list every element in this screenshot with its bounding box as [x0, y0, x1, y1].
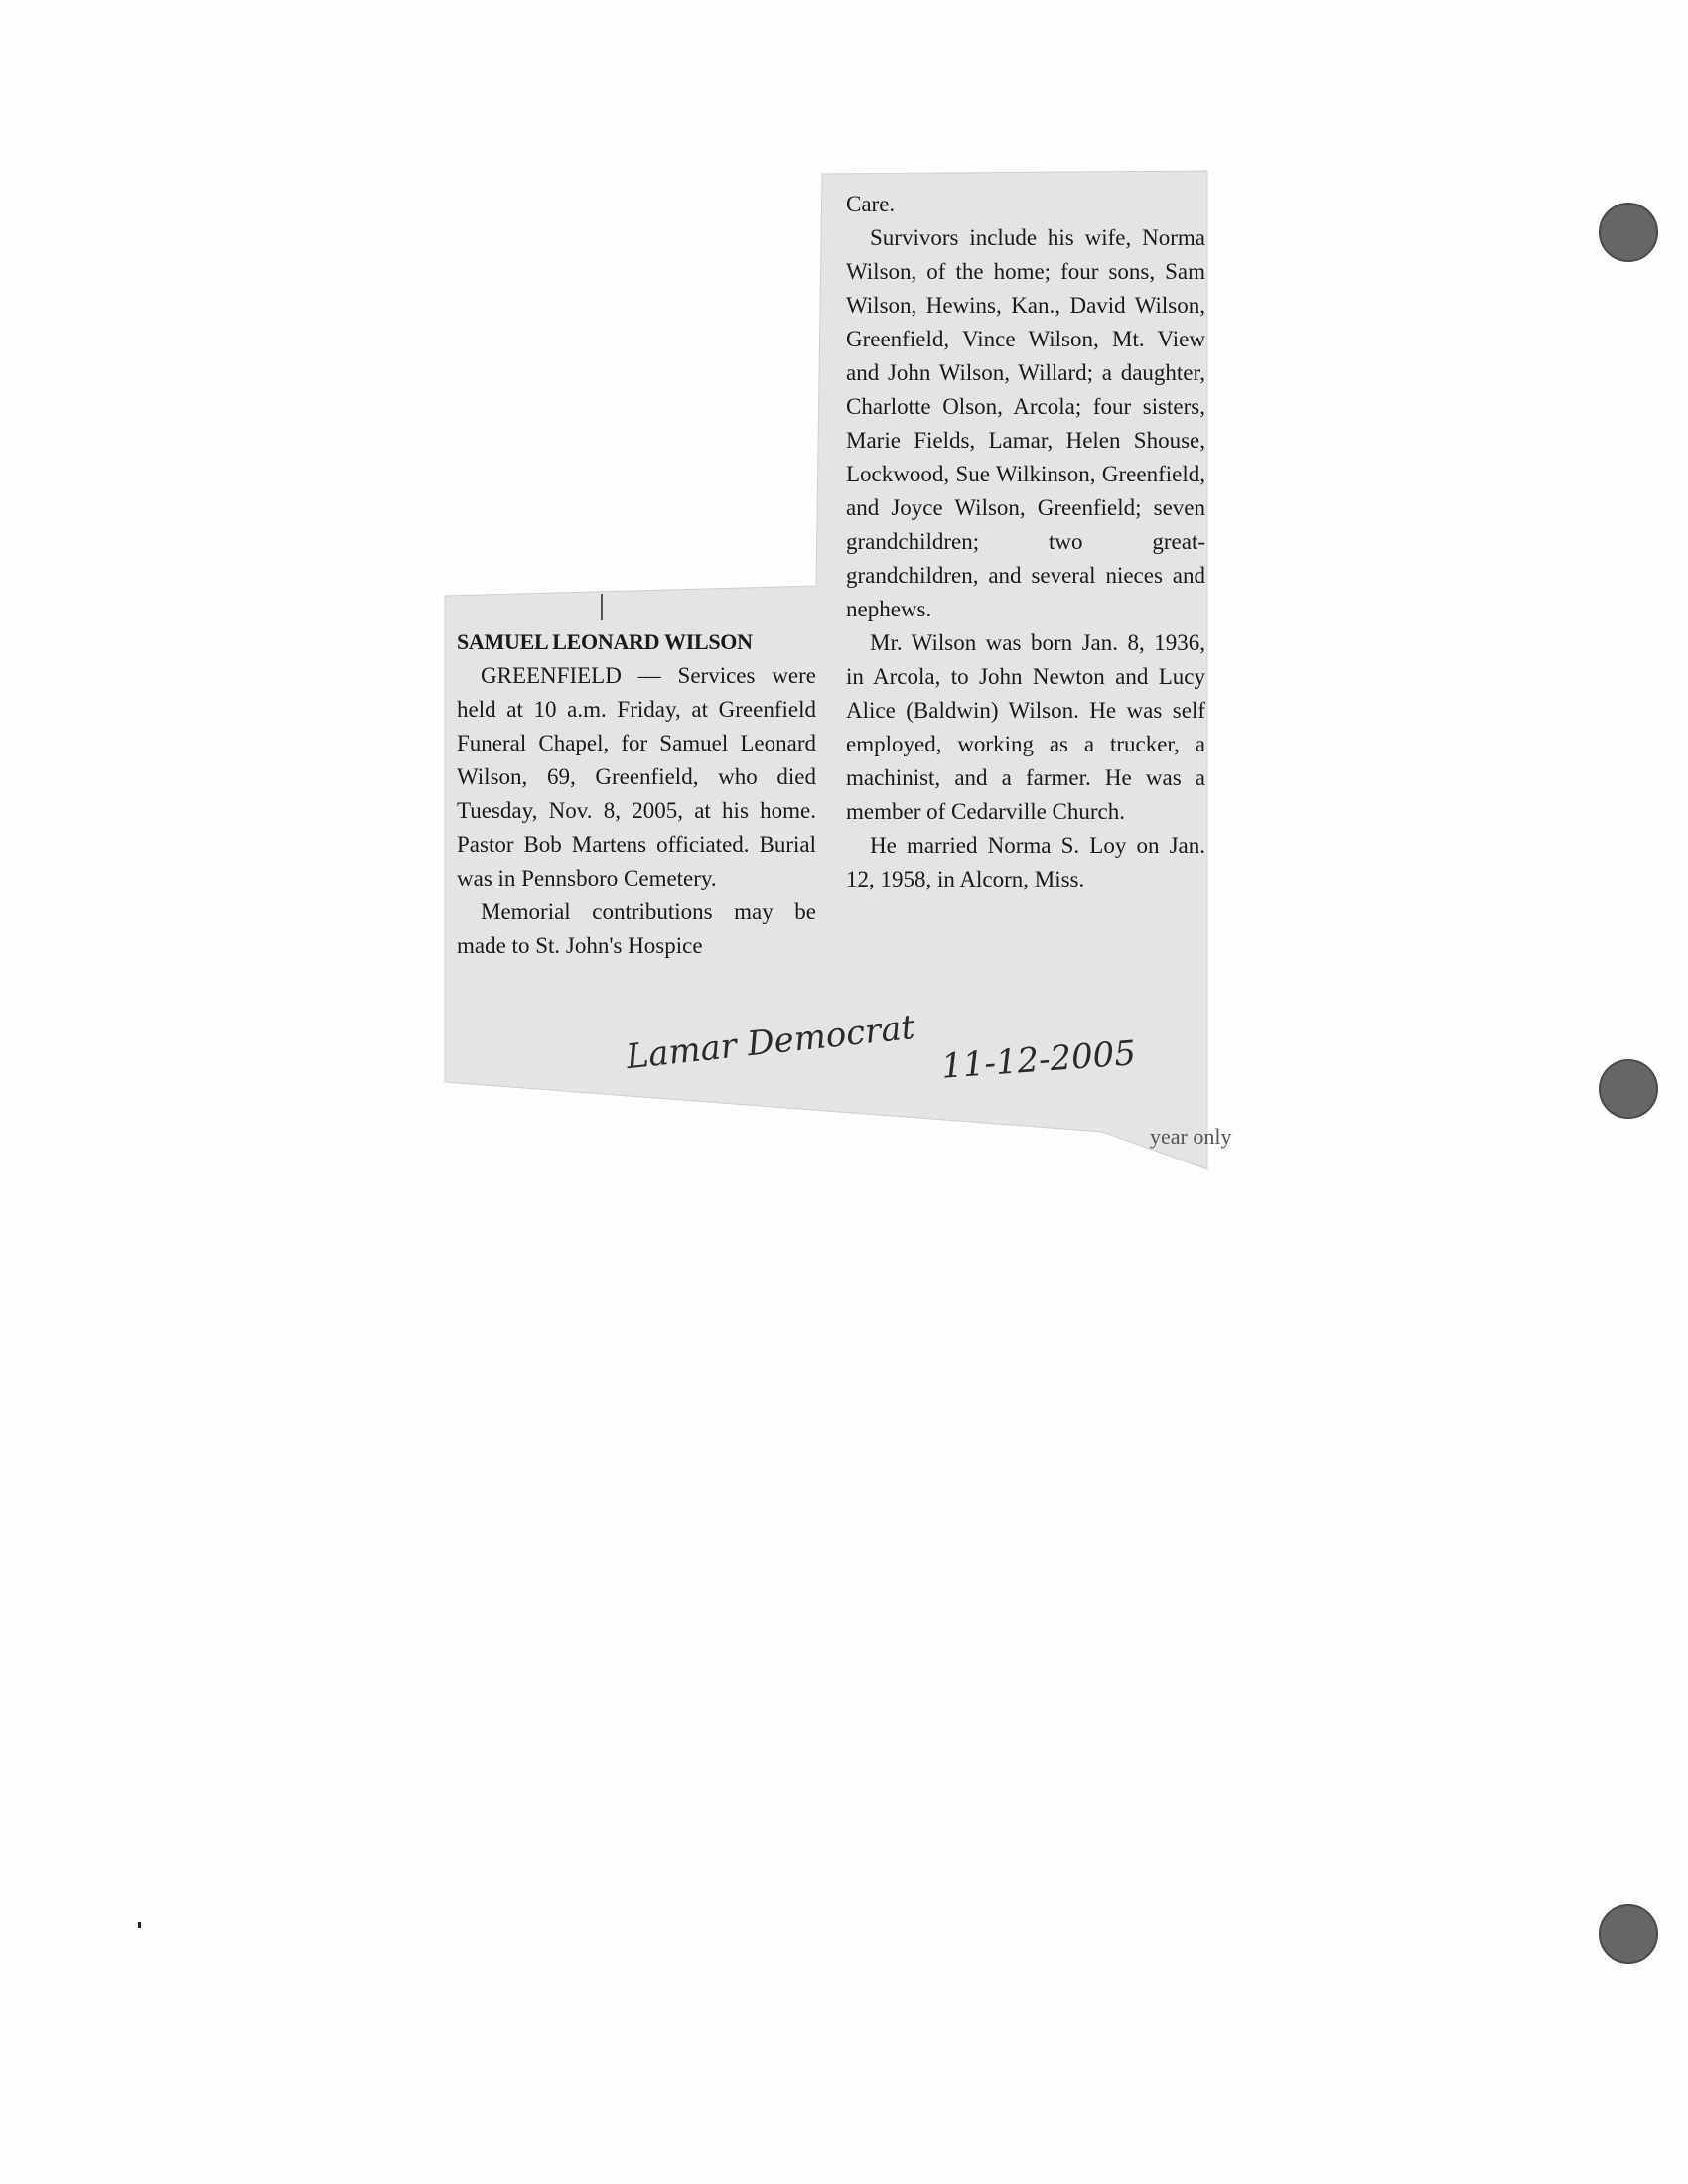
obituary-paragraph-marriage: He married Norma S. Loy on Jan. 12, 1958, in Alcorn, Miss. — [846, 833, 1205, 891]
punch-hole-bottom — [1599, 1904, 1658, 1964]
scan-speck — [138, 1922, 141, 1928]
obituary-paragraph-birth: Mr. Wilson was born Jan. 8, 1936, in Arcola, to John Newton and Lucy Alice (Baldwin) Wilson. He was self employed, working as a trucker, a machinist, and a farmer. He was a member of Cedarville Church. — [846, 630, 1205, 824]
obituary-left-column — [457, 625, 816, 963]
punch-hole-middle — [1599, 1059, 1658, 1119]
obituary-headline: SAMUEL LEONARD WILSON — [457, 629, 753, 654]
obituary-paragraph-survivors: Survivors include his wife, Norma Wilson, of the home; four sons, Sam Wilson, Hewins, Kan., David Wilson, Greenfield, Vince Wilson, Mt. View and John Wilson, Willard; a daughter, Charlotte Olson, Arcola; four sisters, Marie Fields, Lamar, Helen Shouse, Lockwood, Sue Wilkinson, Greenfield, and Joyce Wilson, Greenfield; seven grandchildren; two great-grandchildren, and several nieces and nephews. — [846, 225, 1205, 621]
handwritten-date: 11-12-2005 — [939, 1033, 1138, 1087]
obituary-right-column — [846, 188, 1205, 896]
obituary-paragraph-care: Care. — [846, 192, 896, 216]
handwritten-newspaper-name: Lamar Democrat — [624, 1007, 917, 1078]
obituary-paragraph-memorial: Memorial contributions may be made to St. John's Hospice — [457, 899, 816, 958]
obituary-paragraph-services: GREENFIELD — Services were held at 10 a.m. Friday, at Greenfield Funeral Chapel, for Samuel Leonard Wilson, 69, Greenfield, who died Tuesday, Nov. 8, 2005, at his home. Pastor Bob Martens officiated. Burial was in Pennsboro Cemetery. — [457, 663, 816, 890]
punch-hole-top — [1599, 203, 1658, 262]
bleed-through-text: year only — [1150, 1124, 1232, 1149]
